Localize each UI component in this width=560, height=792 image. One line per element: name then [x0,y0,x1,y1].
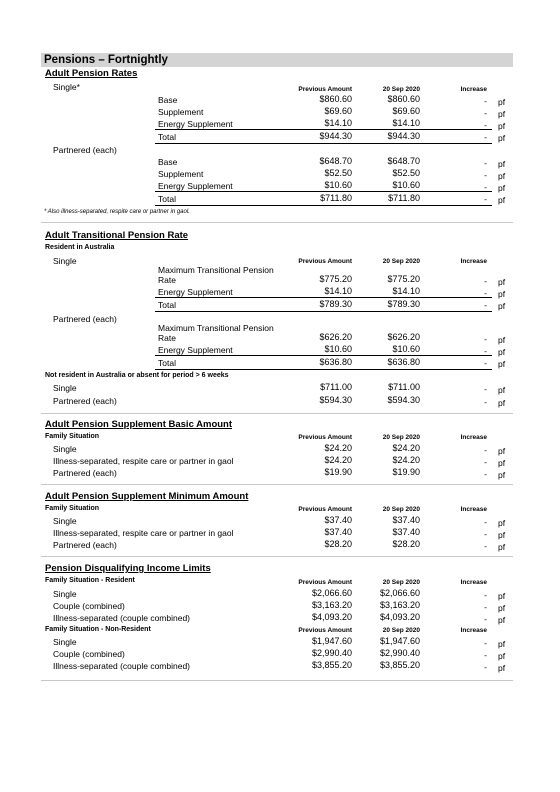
unit: pf [498,159,506,169]
subheading: Family Situation - Non-Resident [45,626,151,633]
unit: pf [498,470,506,480]
unit: pf [498,603,506,613]
increase: - [484,346,487,356]
previous-amount: $3,855.20 [311,660,352,670]
row-label: Partnered (each) [53,468,117,478]
col-header-date: 20 Sep 2020 [382,86,420,93]
unit: pf [498,97,506,107]
page-title: Pensions – Fortnightly [44,54,168,66]
col-header-increase: Increase [460,258,487,265]
increase: - [484,529,487,539]
row-label: Couple (combined) [53,649,125,659]
increase: - [484,517,487,527]
row-label: Supplement [158,107,204,117]
row-label-line2: Rate [158,333,176,343]
total-underline [155,143,492,144]
total-divider [155,297,492,298]
section-heading: Adult Transitional Pension Rate [45,230,189,241]
row-label: Illness-separated, respite care or partner in gaol [53,528,234,538]
increase: - [484,650,487,660]
previous-amount: $594.30 [319,395,352,405]
increase: - [484,108,487,118]
current-amount: $789.30 [387,299,420,309]
unit: pf [498,335,506,345]
increase: - [484,158,487,168]
current-amount: $52.50 [392,168,420,178]
increase: - [484,358,487,368]
current-amount: $944.30 [387,131,420,141]
col-header-increase: Increase [460,86,487,93]
current-amount: $2,066.60 [379,588,420,598]
current-amount: $648.70 [387,156,420,166]
unit: pf [498,289,506,299]
increase: - [484,120,487,130]
increase: - [484,132,487,142]
current-amount: $3,163.20 [379,600,420,610]
unit: pf [498,591,506,601]
row-label: Energy Supplement [158,345,233,355]
current-amount: $37.40 [392,515,420,525]
current-amount: $626.20 [387,332,420,342]
total-divider [155,355,492,356]
row-label: Single [53,589,77,599]
unit: pf [498,171,506,181]
unit: pf [498,195,506,205]
section-heading: Adult Pension Supplement Basic Amount [45,419,233,430]
col-header-previous: Previous Amount [298,627,352,634]
group-label-single: Single [53,256,77,266]
current-amount: $1,947.60 [379,636,420,646]
row-label: Total [158,132,176,142]
current-amount: $14.10 [392,286,420,296]
previous-amount: $52.50 [324,168,352,178]
row-label: Single [53,383,77,393]
col-header-increase: Increase [460,579,487,586]
current-amount: $3,855.20 [379,660,420,670]
total-divider [155,191,492,192]
col-header-date: 20 Sep 2020 [382,258,420,265]
row-label-line1: Maximum Transitional Pension [158,265,274,275]
previous-amount: $10.60 [324,180,352,190]
row-label: Couple (combined) [53,601,125,611]
row-label: Illness-separated (couple combined) [53,661,191,671]
row-label: Energy Supplement [158,119,233,129]
unit: pf [498,133,506,143]
row-label-line2: Rate [158,275,176,285]
section-heading: Adult Pension Rates [45,68,138,79]
increase: - [484,662,487,672]
increase: - [484,590,487,600]
increase: - [484,276,487,286]
previous-amount: $14.10 [324,118,352,128]
previous-amount: $2,066.60 [311,588,352,598]
unit: pf [498,109,506,119]
previous-amount: $10.60 [324,344,352,354]
section-divider [41,556,513,557]
previous-amount: $944.30 [319,131,352,141]
row-label: Partnered (each) [53,396,117,406]
current-amount: $24.20 [392,443,420,453]
row-label: Supplement [158,169,204,179]
total-underline [155,205,492,206]
current-amount: $711.80 [388,193,420,203]
previous-amount: $69.60 [324,106,352,116]
total-underline [155,369,492,370]
row-label: Single [53,516,77,526]
unit: pf [498,347,506,357]
row-label: Total [158,194,176,204]
previous-amount: $4,093.20 [311,612,352,622]
current-amount: $10.60 [392,344,420,354]
col-header-previous: Previous Amount [298,579,352,586]
row-label: Total [158,358,176,368]
previous-amount: $24.20 [324,443,352,453]
previous-amount: $24.20 [324,455,352,465]
col-header-date: 20 Sep 2020 [382,434,420,441]
previous-amount: $2,990.40 [311,648,352,658]
previous-amount: $3,163.20 [311,600,352,610]
previous-amount: $636.80 [319,357,352,367]
current-amount: $636.80 [387,357,420,367]
unit: pf [498,542,506,552]
unit: pf [498,651,506,661]
current-amount: $711.00 [388,382,420,392]
unit: pf [498,183,506,193]
col-header-previous: Previous Amount [298,86,352,93]
section-divider [41,413,513,414]
col-header-increase: Increase [460,627,487,634]
previous-amount: $711.80 [320,193,352,203]
subheading: Not resident in Australia or absent for period > 6 weeks [45,372,229,379]
previous-amount: $648.70 [319,156,352,166]
current-amount: $19.90 [392,467,420,477]
current-amount: $775.20 [387,274,420,284]
increase: - [484,288,487,298]
col-header-previous: Previous Amount [298,434,352,441]
col-header-increase: Increase [460,506,487,513]
row-label: Base [158,157,178,167]
previous-amount: $37.40 [324,515,352,525]
row-label: Partnered (each) [53,540,117,550]
current-amount: $14.10 [392,118,420,128]
group-label-partnered: Partnered (each) [53,145,117,155]
col-header-date: 20 Sep 2020 [382,506,420,513]
current-amount: $860.60 [387,94,420,104]
current-amount: $28.20 [392,539,420,549]
current-amount: $10.60 [392,180,420,190]
increase: - [484,614,487,624]
increase: - [484,445,487,455]
current-amount: $69.60 [392,106,420,116]
increase: - [484,194,487,204]
current-amount: $2,990.40 [379,648,420,658]
section-divider [41,222,513,223]
increase: - [484,170,487,180]
unit: pf [498,639,506,649]
previous-amount: $789.30 [319,299,352,309]
unit: pf [498,385,506,395]
previous-amount: $711.00 [320,382,352,392]
increase: - [484,541,487,551]
previous-amount: $14.10 [324,286,352,296]
subheading: Resident in Australia [45,244,115,251]
current-amount: $24.20 [392,455,420,465]
row-label: Base [158,95,178,105]
previous-amount: $19.90 [324,467,352,477]
increase: - [484,300,487,310]
row-label-line1: Maximum Transitional Pension [158,323,274,333]
increase: - [484,469,487,479]
row-label: Illness-separated (couple combined) [53,613,191,623]
unit: pf [498,446,506,456]
current-amount: $4,093.20 [379,612,420,622]
total-divider [155,129,492,130]
unit: pf [498,663,506,673]
increase: - [484,182,487,192]
group-label-single: Single* [53,82,80,92]
increase: - [484,334,487,344]
row-label: Single [53,444,77,454]
col-header-previous: Previous Amount [298,258,352,265]
previous-amount: $37.40 [324,527,352,537]
increase: - [484,638,487,648]
row-label: Illness-separated, respite care or partner in gaol [53,456,234,466]
increase: - [484,96,487,106]
row-label: Energy Supplement [158,181,233,191]
previous-amount: $860.60 [319,94,352,104]
unit: pf [498,359,506,369]
row-label: Single [53,637,77,647]
row-label: Energy Supplement [158,287,233,297]
col-header-increase: Increase [460,434,487,441]
unit: pf [498,615,506,625]
col-header-date: 20 Sep 2020 [382,579,420,586]
unit: pf [498,121,506,131]
section-divider [41,484,513,485]
group-label-partnered: Partnered (each) [53,314,117,324]
unit: pf [498,398,506,408]
section-heading: Pension Disqualifying Income Limits [45,563,211,574]
previous-amount: $626.20 [319,332,352,342]
unit: pf [498,518,506,528]
footnote: * Also illness-separated, respite care or partner in gaol. [44,209,190,215]
section-divider [41,680,513,681]
col-header-date: 20 Sep 2020 [382,627,420,634]
unit: pf [498,530,506,540]
col-header-previous: Previous Amount [298,506,352,513]
increase: - [484,602,487,612]
increase: - [484,384,487,394]
section-heading: Adult Pension Supplement Minimum Amount [45,491,249,502]
previous-amount: $775.20 [319,274,352,284]
increase: - [484,457,487,467]
current-amount: $37.40 [392,527,420,537]
unit: pf [498,277,506,287]
current-amount: $594.30 [387,395,420,405]
increase: - [484,397,487,407]
total-underline [155,311,492,312]
subheading: Family Situation - Resident [45,577,135,584]
unit: pf [498,301,506,311]
unit: pf [498,458,506,468]
previous-amount: $1,947.60 [311,636,352,646]
subheading: Family Situation [45,433,100,440]
previous-amount: $28.20 [324,539,352,549]
row-label: Total [158,300,176,310]
subheading: Family Situation [45,505,100,512]
